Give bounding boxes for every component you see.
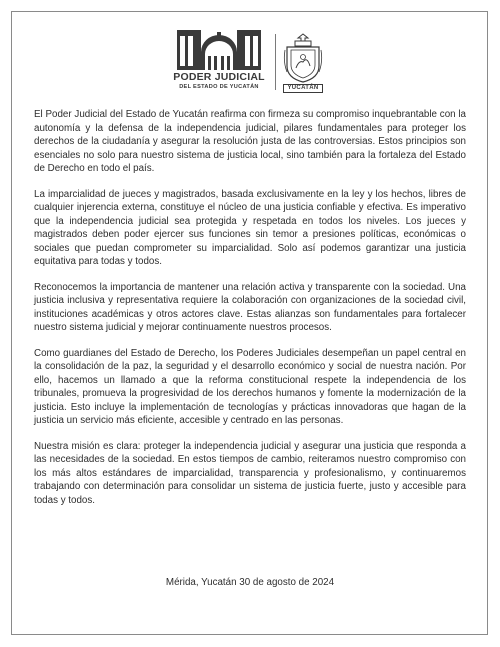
logo-divider (275, 34, 276, 90)
statement-body (34, 108, 466, 519)
letterhead (0, 28, 500, 100)
org-name: PODER JUDICIAL (173, 71, 265, 83)
paragraph: El Poder Judicial del Estado de Yucatán reafirma con firmeza su compromiso inquebrantable con la autonomía y la defensa de la independencia judicial, pilares fundamentales para proteger los derechos de la ciudadanía y asegurar la resolución justa de las controversias. Estos principios son esenciales no solo para nuestro sistema de justicia local, sino también para la fortaleza del Estado de Derecho en todo el país. (34, 109, 466, 174)
paragraph: Como guardianes del Estado de Derecho, los Poderes Judiciales desempeñan un papel central en la consolidación de la paz, la seguridad y el desarrollo económico y social de nuestra nación. Por ello, hacemos un llamado a que la reforma constitucional respete la independencia de los tribunales, promueva la progresividad de los derechos humanos y fomente la modernización de la justicia. Esto incluye la implementación de tecnologías y prácticas innovadoras que hagan de la justicia un servicio más eficiente, accesible y centrado en las personas. (34, 347, 466, 426)
yucatan-coat-of-arms-icon (283, 32, 323, 84)
yucatan-seal (283, 32, 323, 94)
paragraph: La imparcialidad de jueces y magistrados, basada exclusivamente en la ley y los hechos, libres de cualquier injerencia externa, constituye el núcleo de una justicia confiable y efectiva. Es imperativo que la independencia judicial sea protegida y respetada en todos los niveles. Los jueces y magistrados deben poder ejercer sus funciones sin temor a presiones políticas, económicas o sociales que puedan comprometer su imparcialidad. Solo así podemos garantizar una justicia equitativa para todas y todos. (34, 188, 466, 267)
paragraph: Reconocemos la importancia de mantener una relación activa y transparente con la sociedad. Una justicia inclusiva y representativa requiere la colaboración con organizaciones de la sociedad civil, instituciones académicas y otros actores clave. Estas alianzas son fundamentales para fortalecer nuestro sistema judicial y mejorar continuamente nuestros procesos. (34, 281, 466, 333)
org-subtitle: DEL ESTADO DE YUCATÁN (179, 84, 259, 90)
courthouse-dome-icon (177, 30, 261, 70)
paragraph: Nuestra misión es clara: proteger la independencia judicial y asegurar una justicia que responda a las necesidades de la sociedad. En estos tiempos de cambio, reiteramos nuestro compromiso con los más altos estándares de imparcialidad, transparencia y profesionalismo, y continuaremos trabajando con determinación para consolidar un sistema de justicia fuerte, justo y accesible para todas y todos. (34, 440, 466, 506)
seal-label: YUCATÁN (283, 84, 323, 93)
date-signoff: Mérida, Yucatán 30 de agosto de 2024 (165, 577, 335, 588)
poder-judicial-logo (170, 28, 268, 96)
